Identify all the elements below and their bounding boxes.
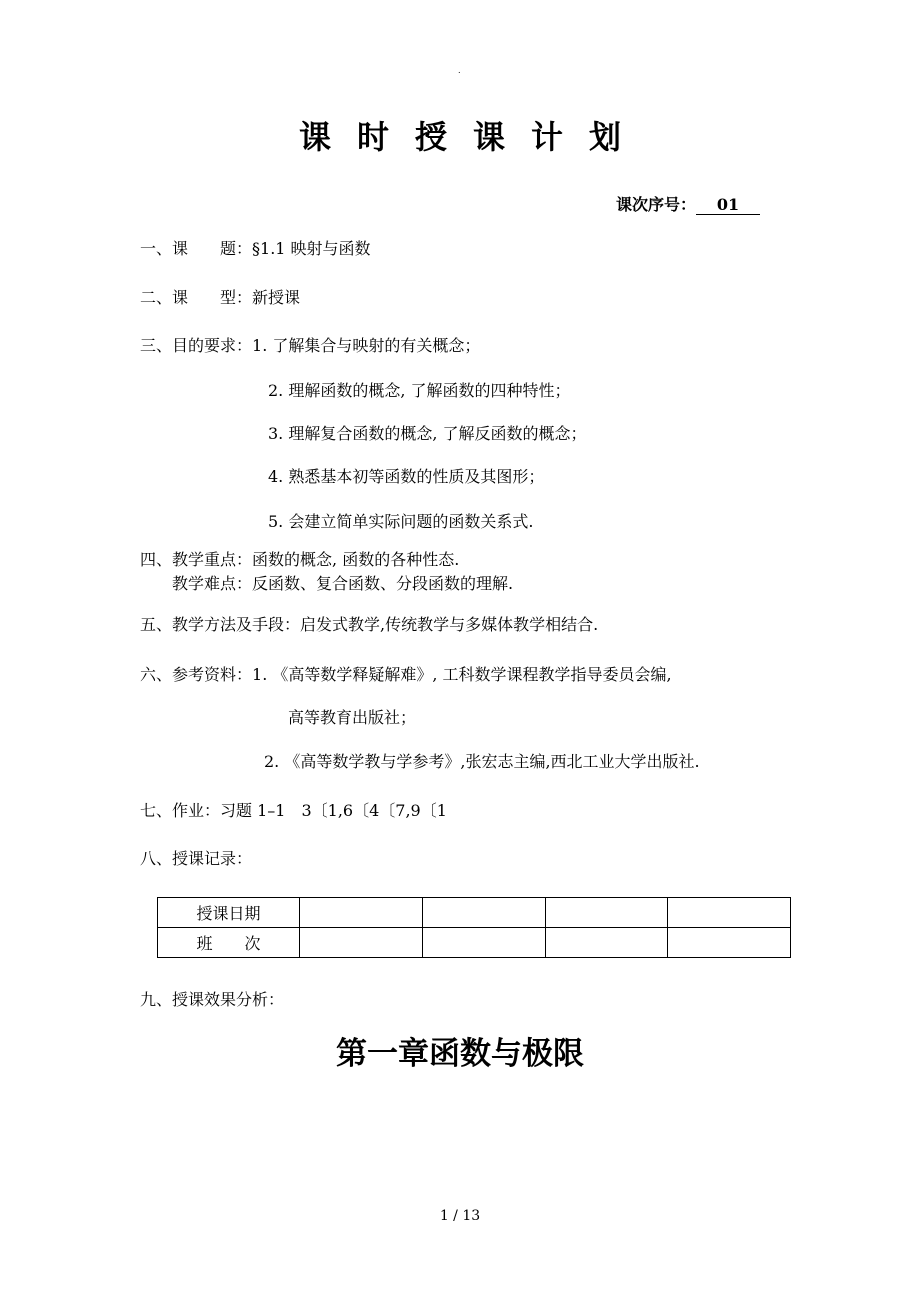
lesson-number-value: 01 [696,196,760,215]
lesson-number [616,192,760,215]
top-mark: . [458,66,461,75]
key-points-label: 四、教学重点： [140,550,253,569]
homework-label: 七、作业： [140,801,221,820]
reference-item-continued: 高等教育出版社； [288,708,417,727]
methods-label: 五、教学方法及手段： [140,615,301,634]
record-cell[interactable] [668,928,791,958]
type-line [140,285,300,308]
key-points-value: 函数的概念, 函数的各种性态. [252,550,460,569]
reference-item: 2. 《高等数学教与学参考》,张宏志主编,西北工业大学出版社. [264,752,700,771]
homework-line [140,798,447,821]
chapter-title: 第一章函数与极限 [336,1036,584,1072]
topic-value: §1.1 映射与函数 [252,239,371,258]
record-label: 八、授课记录： [140,849,253,868]
teaching-record-table [157,897,791,958]
topic-label: 一、课 题： [140,239,253,258]
table-row [158,928,791,958]
difficulties-line [172,571,513,594]
goal-item: 2. 理解函数的概念, 了解函数的四种特性； [268,381,571,400]
reference-item: 1. 《高等数学释疑解难》, 工科数学课程教学指导委员会编, [252,665,672,684]
goals-label: 三、目的要求： [140,336,253,355]
document-title: 课时授课计划 [298,118,647,156]
record-cell[interactable] [545,898,668,928]
type-label: 二、课 型： [140,288,253,307]
goal-item: 1. 了解集合与映射的有关概念； [252,336,481,355]
key-points-line [140,547,459,570]
lesson-number-label: 课次序号： [616,195,697,214]
goals-line [140,333,480,356]
record-cell[interactable] [300,898,423,928]
page-number: 1 / 13 [439,1208,481,1224]
homework-value: 习题 1–1 3〔1,6〔4〔7,9〔1 [220,801,447,820]
record-cell[interactable] [545,928,668,958]
record-cell[interactable] [422,898,545,928]
analysis-label: 九、授课效果分析： [140,990,285,1009]
record-cell[interactable] [422,928,545,958]
difficulties-label: 教学难点： [172,574,253,593]
topic-line [140,236,371,259]
goal-item: 3. 理解复合函数的概念, 了解反函数的概念； [268,424,587,443]
record-row-label: 授课日期 [158,898,300,928]
record-cell[interactable] [300,928,423,958]
goal-item: 5. 会建立简单实际问题的函数关系式. [268,512,534,531]
references-line [140,662,672,685]
record-row-label: 班 次 [158,928,300,958]
goal-item: 4. 熟悉基本初等函数的性质及其图形； [268,467,545,486]
difficulties-value: 反函数、复合函数、分段函数的理解. [252,574,514,593]
references-label: 六、参考资料： [140,665,253,684]
methods-line [140,612,598,635]
type-value: 新授课 [252,288,301,307]
record-cell[interactable] [668,898,791,928]
methods-value: 启发式教学,传统教学与多媒体教学相结合. [300,615,599,634]
table-row [158,898,791,928]
